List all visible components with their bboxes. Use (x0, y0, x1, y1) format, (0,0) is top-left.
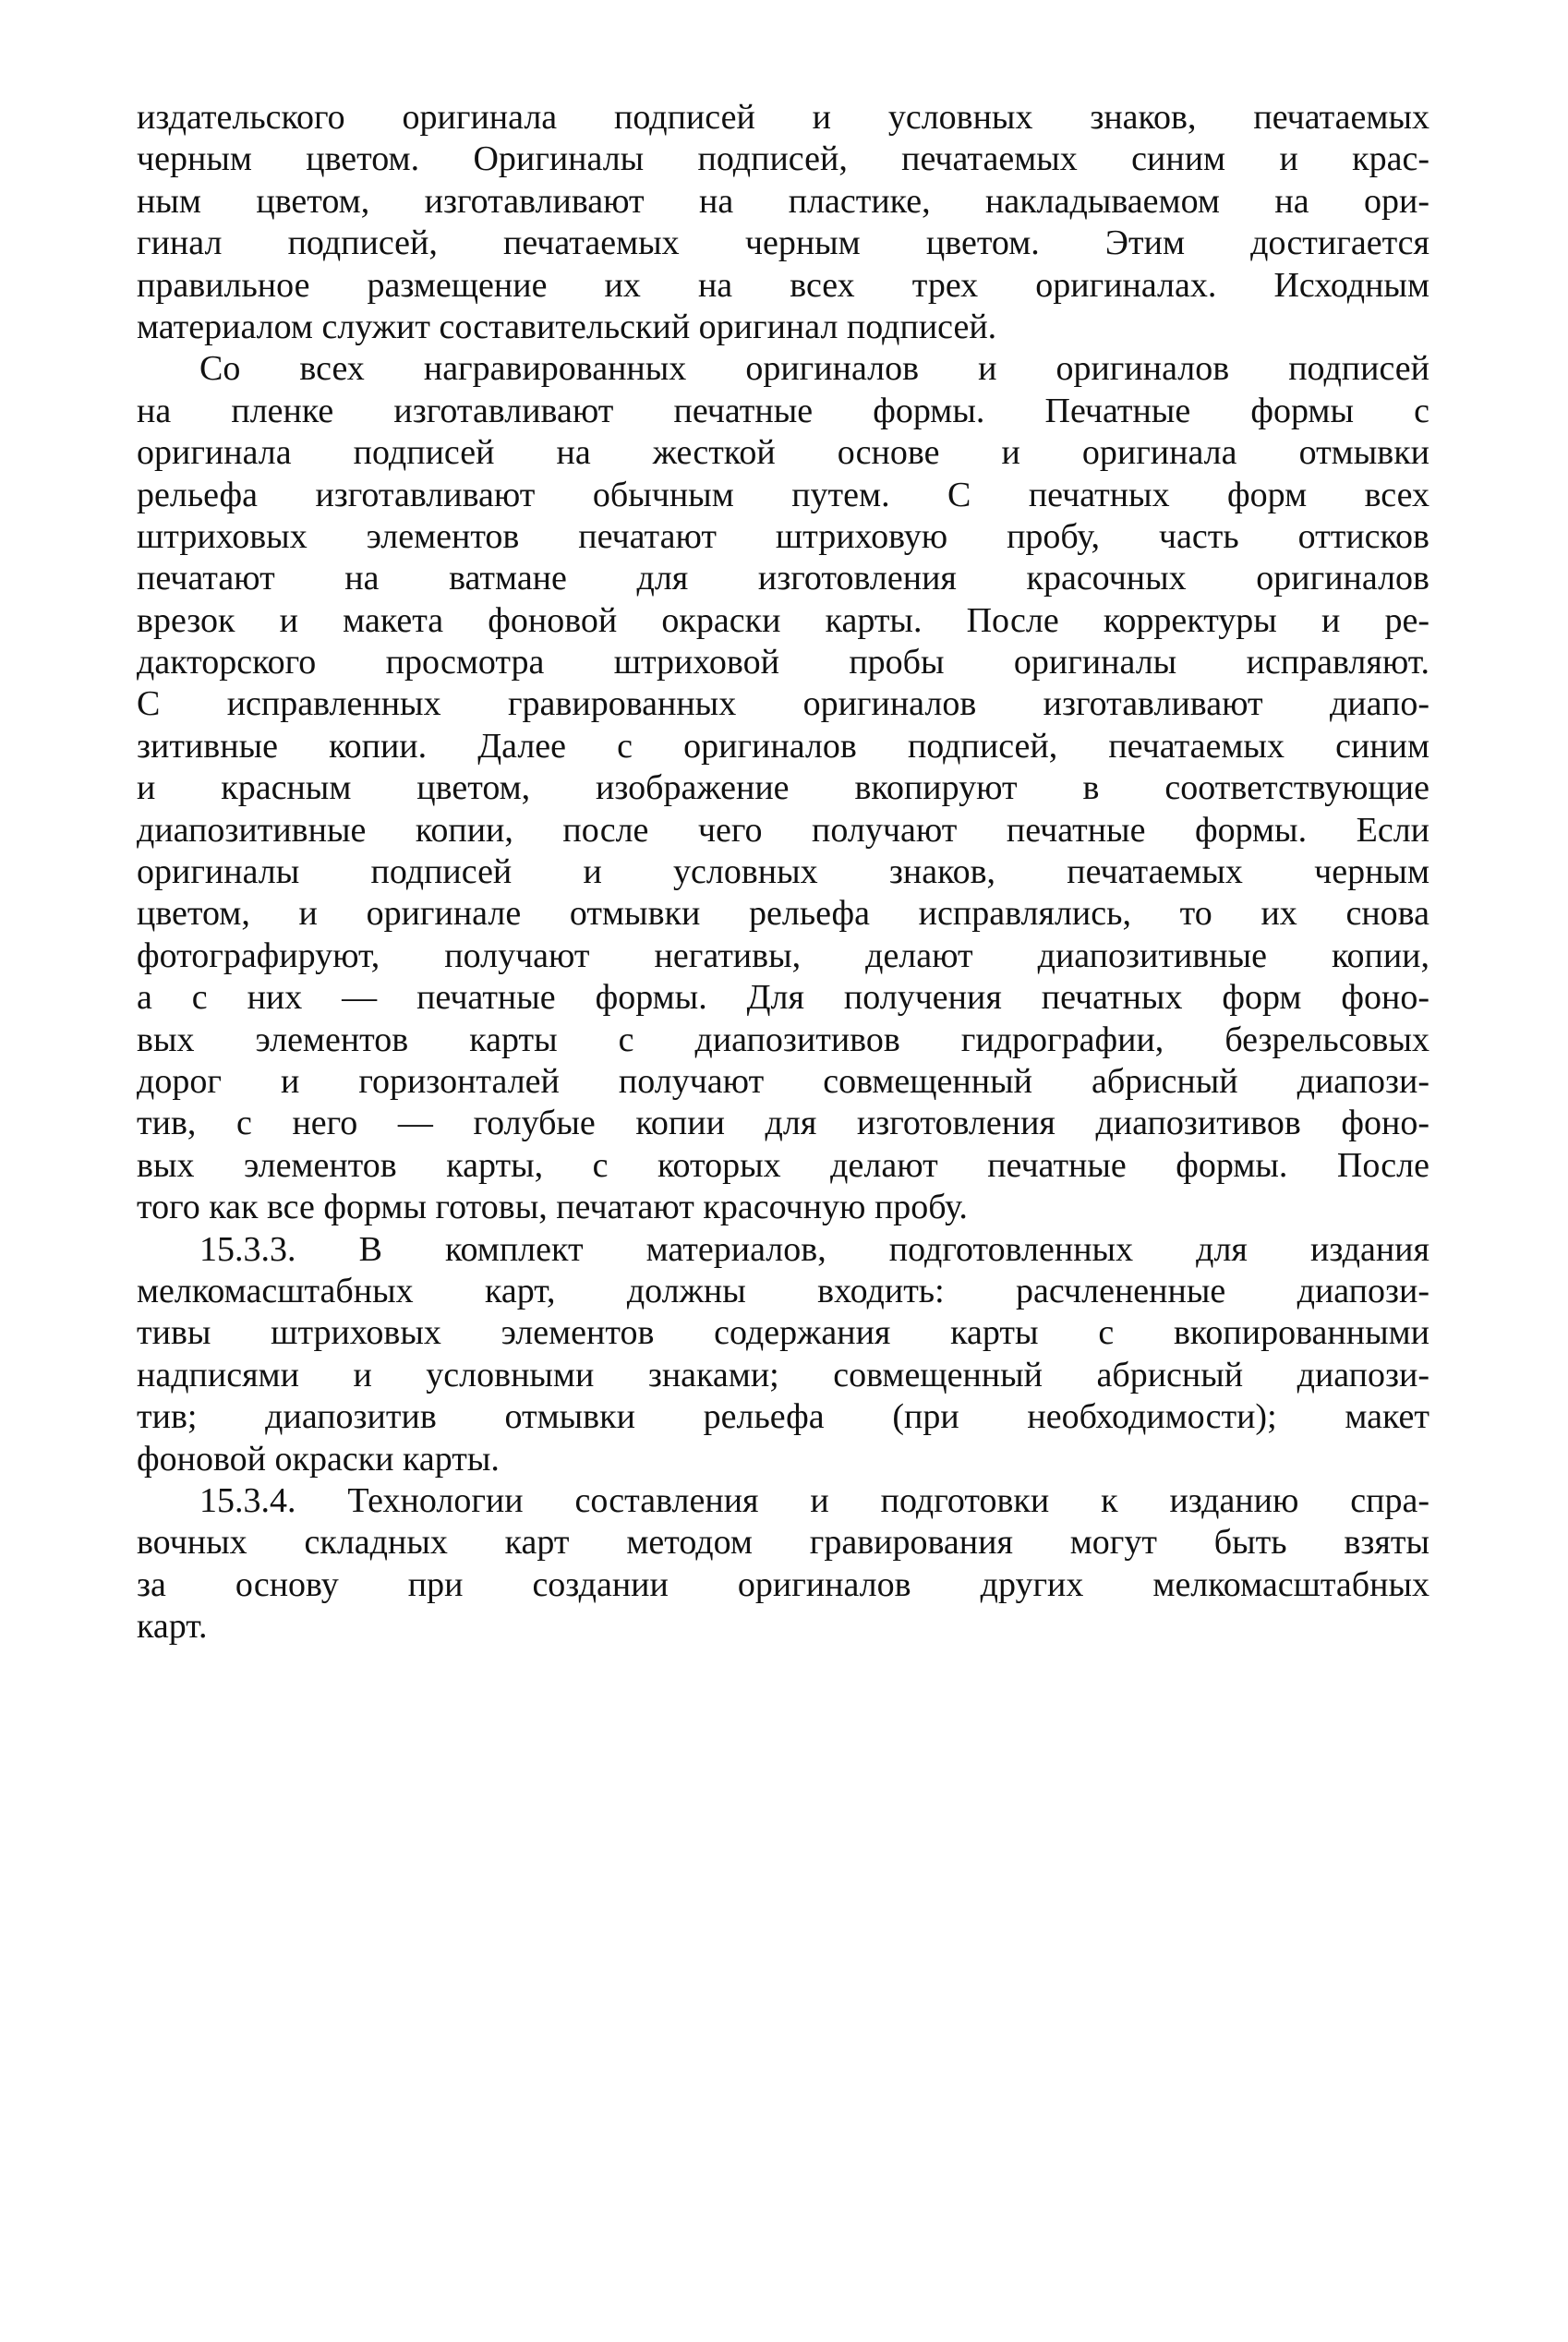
text-line: материалом служит составительский оригинал подписей. (137, 307, 997, 346)
text-line: оригинала подписей на жесткой основе и оригинала отмывки (137, 433, 1429, 473)
text-line: оригиналы подписей и условных знаков, печатаемых черным (137, 852, 1429, 892)
text-line: фоновой окраски карты. (137, 1439, 500, 1479)
text-line: фотографируют, получают негативы, делают диапозитивные копии, (137, 936, 1429, 975)
text-line: печатают на ватмане для изготовления красочных оригиналов (137, 559, 1429, 598)
text-line: ным цветом, изготавливают на пластике, накладываемом на ори- (137, 181, 1429, 221)
text-line: дорог и горизонталей получают совмещенный абрисный диапози- (137, 1061, 1429, 1101)
text-line: правильное размещение их на всех трех оригиналах. Исходным (137, 265, 1429, 305)
text-line: вых элементов карты, с которых делают печатные формы. После (137, 1145, 1429, 1185)
text-line: зитивные копии. Далее с оригиналов подписей, печатаемых синим (137, 726, 1429, 766)
text-line: Со всех награвированных оригиналов и оригиналов подписей (199, 349, 1429, 389)
text-line: врезок и макета фоновой окраски карты. После корректуры и ре- (137, 600, 1429, 640)
text-line: вых элементов карты с диапозитивов гидрографии, безрельсовых (137, 1020, 1429, 1059)
text-line: а с них — печатные формы. Для получения печатных форм фоно- (137, 978, 1429, 1018)
text-line: штриховых элементов печатают штриховую пробу, часть оттисков (137, 516, 1429, 556)
text-line: вочных складных карт методом гравирования могут быть взяты (137, 1523, 1429, 1563)
text-line: С исправленных гравированных оригиналов изготавливают диапо- (137, 684, 1429, 724)
text-line: 15.3.4. Технологии составления и подготовки к изданию спра- (199, 1480, 1429, 1520)
text-line: черным цветом. Оригиналы подписей, печатаемых синим и крас- (137, 139, 1429, 179)
text-line: гинал подписей, печатаемых черным цветом. Этим достигается (137, 223, 1429, 263)
text-line: и красным цветом, изображение вкопируют в соответствующие (137, 768, 1429, 808)
text-line: цветом, и оригинале отмывки рельефа исправлялись, то их снова (137, 894, 1429, 934)
text-line: диапозитивные копии, после чего получают печатные формы. Если (137, 810, 1429, 850)
text-line: 15.3.3. В комплект материалов, подготовленных для издания (199, 1229, 1429, 1269)
text-line: тив; диапозитив отмывки рельефа (при необходимости); макет (137, 1397, 1429, 1437)
text-line: тивы штриховых элементов содержания карты с вкопированными (137, 1313, 1429, 1353)
text-line: рельефа изготавливают обычным путем. С печатных форм всех (137, 475, 1429, 514)
text-line: за основу при создании оригиналов других мелкомасштабных (137, 1564, 1429, 1604)
body-text (137, 97, 1429, 1648)
text-line: на пленке изготавливают печатные формы. Печатные формы с (137, 391, 1429, 430)
text-line: карт. (137, 1607, 208, 1647)
text-line: тив, с него — голубые копии для изготовления диапозитивов фоно- (137, 1104, 1429, 1143)
text-line: мелкомасштабных карт, должны входить: расчлененные диапози- (137, 1271, 1429, 1310)
text-line: надписями и условными знаками; совмещенный абрисный диапози- (137, 1355, 1429, 1394)
text-line: издательского оригинала подписей и условных знаков, печатаемых (137, 98, 1429, 137)
text-line: того как все формы готовы, печатают красочную пробу. (137, 1188, 968, 1227)
text-line: дакторского просмотра штриховой пробы оригиналы исправляют. (137, 643, 1429, 682)
